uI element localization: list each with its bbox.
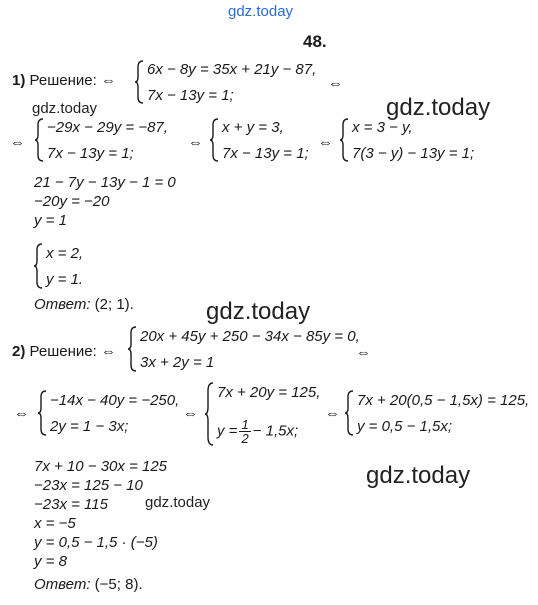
equation-line: 6x − 8y = 35x + 21y − 87,	[147, 61, 317, 78]
system-equations	[210, 118, 325, 162]
equation-part: − 1,5x;	[252, 422, 299, 440]
system-equations	[345, 390, 530, 436]
solution-word: Решение:	[29, 72, 97, 89]
part2-header	[12, 343, 116, 361]
equivalence-arrow: ⇔	[328, 75, 343, 92]
left-brace-icon	[340, 118, 350, 162]
watermark: gdz.today	[206, 298, 311, 325]
system-equations	[128, 326, 358, 372]
left-brace-icon	[210, 118, 220, 162]
equivalence-arrow: ⇔	[325, 405, 340, 422]
system-equations	[38, 390, 188, 436]
system-equations	[135, 60, 335, 104]
part1-label: 1)	[12, 72, 26, 89]
equation-line: −29x − 29y = −87,	[47, 119, 168, 136]
fraction	[239, 418, 250, 445]
answer-label: Ответ:	[34, 576, 91, 593]
equivalence-arrow: ⇔	[318, 134, 333, 151]
equation-line: x = 3 − y,	[352, 119, 413, 136]
answer-line	[34, 296, 134, 314]
watermark: gdz.today	[386, 94, 491, 121]
solution-step: 7x + 10 − 30x = 125	[34, 458, 168, 475]
equation-line: 20x + 45y + 250 − 34x − 85y = 0,	[140, 328, 360, 345]
left-brace-icon	[135, 60, 145, 104]
equation-line: 7x − 13y = 1;	[47, 145, 134, 162]
watermark: gdz.today	[366, 462, 471, 489]
solution-step: −20y = −20	[34, 193, 110, 210]
solution-step: y = 0,5 − 1,5 · (−5)	[34, 534, 158, 551]
solution-word: Решение:	[29, 343, 97, 360]
fraction-denominator: 2	[241, 431, 249, 446]
result-system	[34, 243, 154, 289]
left-brace-icon	[128, 326, 138, 372]
equivalence-arrow: ⇔	[14, 405, 29, 422]
solution-step: y = 1	[34, 212, 67, 229]
solution-step: x = −5	[34, 515, 76, 532]
equivalence-arrow: ⇔	[356, 344, 371, 361]
solution-step: 21 − 7y − 13y − 1 = 0	[34, 174, 176, 191]
equation-line: 7x − 13y = 1;	[147, 87, 234, 104]
solution-step: −23x = 125 − 10	[34, 477, 143, 494]
equation-line: x = 2,	[46, 245, 84, 262]
left-brace-icon	[205, 382, 215, 446]
equation-line: −14x − 40y = −250,	[50, 392, 180, 409]
left-brace-icon	[34, 243, 44, 289]
left-brace-icon	[35, 118, 45, 162]
equation-line: x + y = 3,	[222, 119, 284, 136]
problem-number: 48.	[303, 32, 327, 51]
left-brace-icon	[345, 390, 355, 436]
system-equations	[35, 118, 205, 162]
equation-line: y = 1.	[46, 271, 84, 288]
solution-step: −23x = 115	[34, 496, 108, 513]
answer-value: (−5; 8).	[94, 576, 143, 593]
equation-line: 7x + 20(0,5 − 1,5x) = 125,	[357, 392, 530, 409]
equivalence-arrow: ⇔	[10, 134, 25, 151]
equation-line: 3x + 2y = 1	[140, 354, 215, 371]
equivalence-arrow: ⇔	[100, 72, 116, 89]
equation-line: 2y = 1 − 3x;	[50, 418, 129, 435]
equation-line: y = 0,5 − 1,5x;	[357, 418, 453, 435]
equation-part: y =	[217, 422, 238, 440]
solution-step: y = 8	[34, 553, 67, 570]
system-equations	[340, 118, 520, 162]
watermark-top: gdz.today	[228, 3, 294, 20]
left-brace-icon	[38, 390, 48, 436]
equation-line	[217, 418, 298, 445]
part1-header	[12, 72, 116, 90]
watermark: gdz.today	[145, 494, 211, 511]
part2-label: 2)	[12, 343, 26, 360]
equation-line: 7x + 20y = 125,	[217, 384, 321, 401]
equation-line: 7x − 13y = 1;	[222, 145, 309, 162]
equivalence-arrow: ⇔	[183, 405, 198, 422]
answer-line	[34, 576, 143, 594]
equivalence-arrow: ⇔	[188, 134, 203, 151]
system-equations	[205, 382, 335, 446]
answer-label: Ответ:	[34, 296, 91, 313]
equivalence-arrow: ⇔	[100, 343, 116, 360]
equation-line: 7(3 − y) − 13y = 1;	[352, 145, 475, 162]
answer-value: (2; 1).	[94, 296, 134, 313]
watermark: gdz.today	[32, 100, 98, 117]
fraction-numerator: 1	[241, 417, 249, 432]
